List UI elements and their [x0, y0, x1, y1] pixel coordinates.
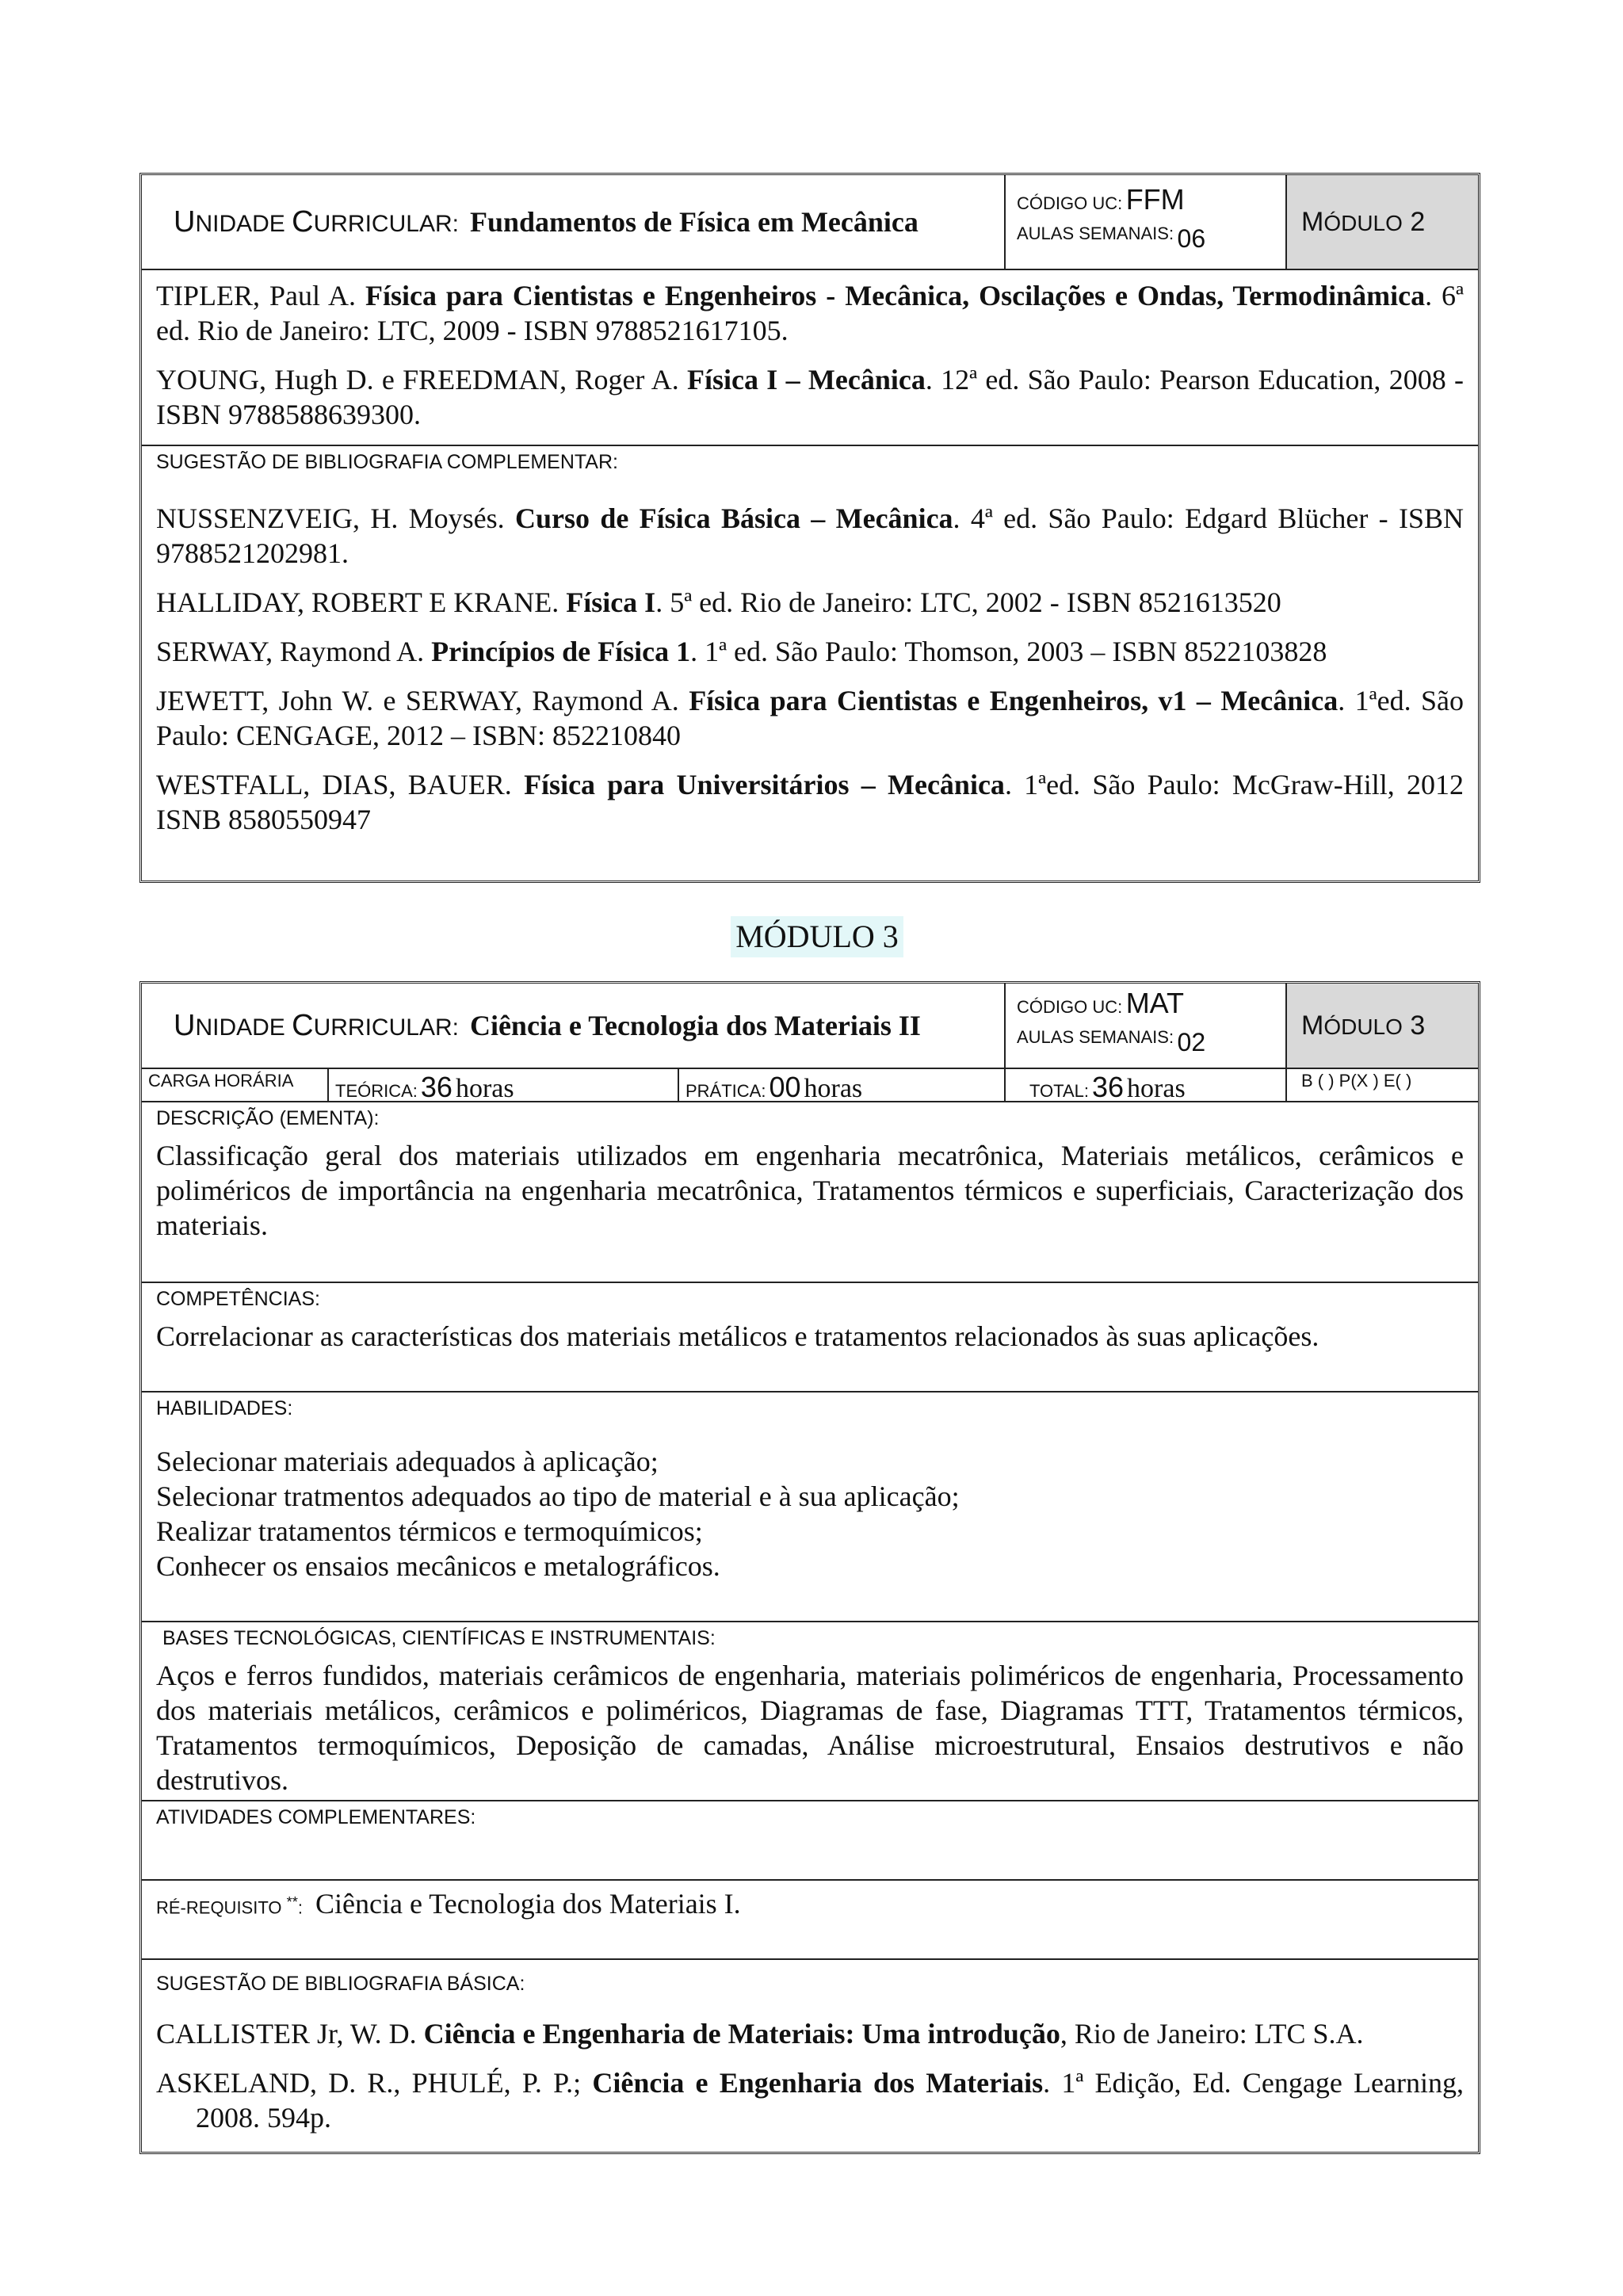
- codigo-label: CÓDIGO UC:: [1017, 997, 1123, 1017]
- competencias-label: COMPETÊNCIAS:: [156, 1288, 320, 1310]
- modulo2-header-row: [142, 175, 1478, 270]
- modulo3-table: [139, 981, 1480, 2154]
- descricao-row: [142, 1102, 1478, 1283]
- carga-label-cell: CARGA HORÁRIA: [142, 1069, 329, 1101]
- codigo-cell: [1006, 175, 1287, 269]
- ref-item: NUSSENZVEIG, H. Moysés. Curso de Física Básica – Mecânica. 4ª ed. São Paulo: Edgard Blücher - ISBN 9788521202981.: [156, 502, 1464, 569]
- prerequisito-text: Ciência e Tecnologia dos Materiais I.: [315, 1888, 741, 1920]
- uc-label: UNIDADE CURRICULAR:: [174, 1008, 459, 1042]
- uc-title: Fundamentos de Física em Mecânica: [469, 206, 918, 238]
- competencias-row: [142, 1283, 1478, 1392]
- bases-row: [142, 1622, 1478, 1801]
- bases-label: BASES TECNOLÓGICAS, CIENTÍFICAS E INSTRUMENTAIS:: [162, 1627, 716, 1649]
- ref-item: SERWAY, Raymond A. Princípios de Física 1. 1ª ed. São Paulo: Thomson, 2003 – ISBN 8522103828: [156, 636, 1327, 667]
- complementar-row: [142, 446, 1478, 881]
- prerequisito-label: RÉ-REQUISITO **:: [156, 1893, 304, 1917]
- ref-item: CALLISTER Jr, W. D. Ciência e Engenharia de Materiais: Uma introdução, Rio de Janeiro: LTC S.A.: [156, 2018, 1364, 2050]
- bases-text: Aços e ferros fundidos, materiais cerâmicos de engenharia, materiais poliméricos de engenharia, Processamento dos materiais metálicos, cerâmicos e poliméricos, Diagramas de fase, Diagramas TTT, Tratamentos térmicos, Tratamentos termoquímicos, Deposição de camadas, Análise microestrutural, Ensaios destrutivos e não destrutivos.: [156, 1660, 1464, 1796]
- descricao-text: Classificação geral dos materiais utilizados em engenharia mecatrônica, Materiais metálicos, cerâmicos e poliméricos de importância na engenharia mecatrônica, Tratamentos térmicos e superficiais, Caracterização dos materiais.: [156, 1140, 1464, 1241]
- atividades-row: [142, 1801, 1478, 1881]
- modulo3-heading: MÓDULO 3: [731, 916, 903, 957]
- habilidades-list: [142, 1425, 1478, 1590]
- modulo3-header-row: [142, 984, 1478, 1069]
- teorica-value: 36: [420, 1071, 453, 1103]
- bibliografia-label: SUGESTÃO DE BIBLIOGRAFIA BÁSICA:: [156, 1973, 525, 1995]
- uc-title: Ciência e Tecnologia dos Materiais II: [469, 1010, 921, 1041]
- ref-item: JEWETT, John W. e SERWAY, Raymond A. Física para Cientistas e Engenheiros, v1 – Mecânica. 1ªed. São Paulo: CENGAGE, 2012 – ISBN: 852210840: [156, 685, 1464, 751]
- tipo-cell: [1287, 1069, 1478, 1101]
- ref-item: WESTFALL, DIAS, BAUER. Física para Universitários – Mecânica. 1ªed. São Paulo: McGraw-Hill, 2012 ISNB 8580550947: [156, 769, 1465, 835]
- prerequisito-row: [142, 1881, 1478, 1960]
- modulo-label: MÓDULO 3: [1301, 1010, 1426, 1041]
- bibliografia-row: [142, 1960, 1478, 2152]
- codigo-value: MAT: [1125, 987, 1185, 1019]
- competencias-text: Correlacionar as características dos materiais metálicos e tratamentos relacionados às suas aplicações.: [156, 1320, 1319, 1352]
- ref-item: YOUNG, Hugh D. e FREEDMAN, Roger A. Física I – Mecânica. 12ª ed. São Paulo: Pearson Education, 2008 - ISBN 9788588639300.: [156, 364, 1464, 430]
- ref-item: ASKELAND, D. R., PHULÉ, P. P.; Ciência e Engenharia dos Materiais. 1ª Edição, Ed. Cengage Learning, 2008. 594p.: [156, 2067, 1464, 2134]
- descricao-label: DESCRIÇÃO (EMENTA):: [156, 1107, 380, 1129]
- habilidade-item: Realizar tratamentos térmicos e termoquímicos;: [156, 1515, 703, 1547]
- aulas-value: 06: [1177, 224, 1206, 253]
- habilidades-label: HABILIDADES:: [156, 1397, 293, 1419]
- habilidade-item: Selecionar materiais adequados à aplicação;: [156, 1446, 659, 1477]
- complementar-label: SUGESTÃO DE BIBLIOGRAFIA COMPLEMENTAR:: [156, 451, 618, 473]
- prerequisito-line: [142, 1881, 1478, 1927]
- pratica-cell: PRÁTICA: 00 horas: [679, 1069, 1006, 1101]
- uc-cell: [142, 984, 1006, 1068]
- complementar-list: [142, 479, 1478, 843]
- uc-cell: [142, 175, 1006, 269]
- ref-item: HALLIDAY, ROBERT E KRANE. Física I. 5ª ed. Rio de Janeiro: LTC, 2002 - ISBN 8521613520: [156, 586, 1281, 618]
- total-cell: TOTAL: 36 horas: [1006, 1069, 1287, 1101]
- basic-refs-row: [142, 270, 1478, 446]
- tipo-value: B ( ) P(X ) E( ): [1301, 1071, 1412, 1091]
- pratica-value: 00: [769, 1071, 801, 1103]
- habilidades-row: [142, 1392, 1478, 1622]
- teorica-cell: TEÓRICA: 36 horas: [329, 1069, 679, 1101]
- modulo-cell: [1287, 984, 1478, 1068]
- codigo-value: FFM: [1125, 183, 1185, 216]
- habilidade-item: Conhecer os ensaios mecânicos e metalográficos.: [156, 1550, 720, 1582]
- aulas-label: AULAS SEMANAIS:: [1017, 223, 1174, 243]
- codigo-cell: [1006, 984, 1287, 1068]
- modulo-label: MÓDULO 2: [1301, 206, 1426, 237]
- modulo-cell: [1287, 175, 1478, 269]
- codigo-label: CÓDIGO UC:: [1017, 193, 1123, 213]
- carga-horaria-row: [142, 1069, 1478, 1102]
- ref-item: TIPLER, Paul A. Física para Cientistas e Engenheiros - Mecânica, Oscilações e Ondas, Termodinâmica. 6ª ed. Rio de Janeiro: LTC, 2009 - ISBN 9788521617105.: [156, 280, 1464, 346]
- aulas-label: AULAS SEMANAIS:: [1017, 1027, 1174, 1047]
- total-value: 36: [1091, 1071, 1125, 1103]
- uc-label: UNIDADE CURRICULAR:: [174, 204, 459, 239]
- aulas-value: 02: [1177, 1028, 1206, 1056]
- bibliografia-list: [142, 2000, 1478, 2141]
- atividades-label: ATIVIDADES COMPLEMENTARES:: [156, 1806, 476, 1828]
- habilidade-item: Selecionar tratmentos adequados ao tipo de material e à sua aplicação;: [156, 1480, 960, 1512]
- modulo2-table: [139, 173, 1480, 883]
